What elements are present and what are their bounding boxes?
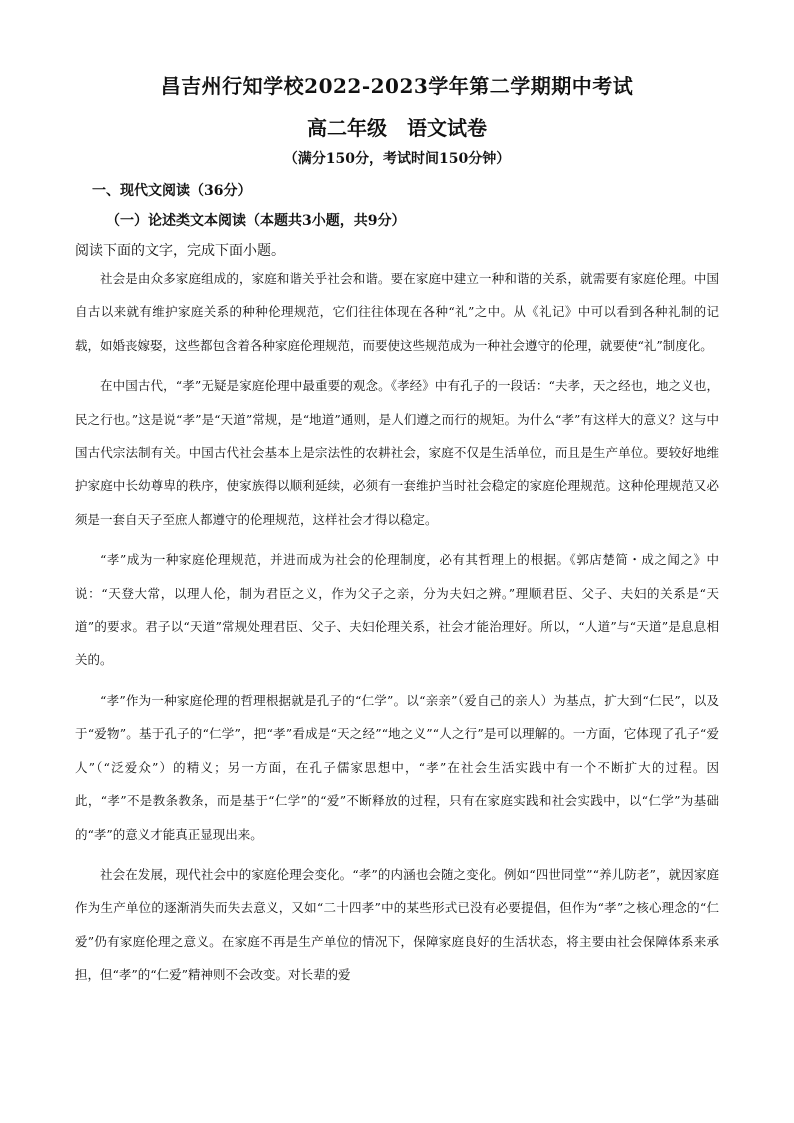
- passage-paragraph-1: 社会是由众多家庭组成的，家庭和谐关乎社会和谐。要在家庭中建立一种和谐的关系，就需要有家庭伦理。中国自古以来就有维护家庭关系的种种伦理规范，它们往往体现在各种“礼”之中。从《礼记》中可以看到各种礼制的记载，如婚丧嫁娶，这些都包含着各种家庭伦理规范，而要使这些规范成为一种社会遵守的伦理，就要使“礼”制度化。: [75, 271, 719, 353]
- score-note: （满分150分，考试时间150分钟）: [283, 151, 511, 167]
- passage-paragraph-2: 在中国古代，“孝”无疑是家庭伦理中最重要的观念。《孝经》中有孔子的一段话：“夫孝，天之经也，地之义也，民之行也。”这是说“孝”是“天道”常规，是“地道”通则，是人们遵之而行的规矩。为什么“孝”有这样大的意义？这与中国古代宗法制有关。中国古代社会基本上是宗法性的农耕社会，家庭不仅是生活单位，而且是生产单位。要较好地维护家庭中长幼尊卑的秩序，使家族得以顺利延续，必须有一套维护当时社会稳定的家庭伦理规范。这种伦理规范又必须是一套自天子至庶人都遵守的伦理规范，这样社会才得以稳定。: [75, 378, 719, 527]
- exam-subtitle: 高二年级 语文试卷: [307, 116, 487, 140]
- passage-paragraph-5: 社会在发展，现代社会中的家庭伦理会变化。“孝”的内涵也会随之变化。例如“四世同堂”“养儿防老”，就因家庭作为生产单位的逐渐消失而失去意义，又如“二十四孝”中的某些形式已没有必要提倡，但作为“孝”之核心理念的“仁爱”仍有家庭伦理之意义。在家庭不再是生产单位的情况下，保障家庭良好的生活状态，将主要由社会保障体系来承担，但“孝”的“仁爱”精神则不会改变。对长辈的爱: [75, 866, 719, 983]
- reading-instruction: 阅读下面的文字，完成下面小题。: [75, 243, 285, 259]
- reading-passage: [75, 262, 719, 999]
- section-heading: 一、现代文阅读（36分）: [92, 183, 252, 199]
- exam-title: 昌吉州行知学校2022-2023学年第二学期期中考试: [160, 74, 634, 98]
- passage-paragraph-3: “孝”成为一种家庭伦理规范，并进而成为社会的伦理制度，必有其哲理上的根据。《郭店楚简・成之闻之》中说：“天登大常，以理人伦，制为君臣之义，作为父子之亲，分为夫妇之辨。”理顺君臣、父子、夫妇的关系是“天道”的要求。君子以“天道”常规处理君臣、父子、夫妇伦理关系，社会才能治理好。所以，“人道”与“天道”是息息相关的。: [75, 552, 719, 668]
- section-subheading: （一）论述类文本阅读（本题共3小题，共9分）: [106, 213, 406, 229]
- passage-paragraph-4: “孝”作为一种家庭伦理的哲理根据就是孔子的“仁学”。以“亲亲”（爱自己的亲人）为基点，扩大到“仁民”，以及于“爱物”。基于孔子的“仁学”，把“孝”看成是“天之经”“地之义”“人之行”是可以理解的。一方面，它体现了孔子“爱人”（“泛爱众”）的精义；另一方面，在孔子儒家思想中，“孝”在社会生活实践中有一个不断扩大的过程。因此，“孝”不是教条教条，而是基于“仁学”的“爱”不断释放的过程，只有在家庭实践和社会实践中，以“仁学”为基础的“孝”的意义才能真正显现出来。: [75, 692, 719, 842]
